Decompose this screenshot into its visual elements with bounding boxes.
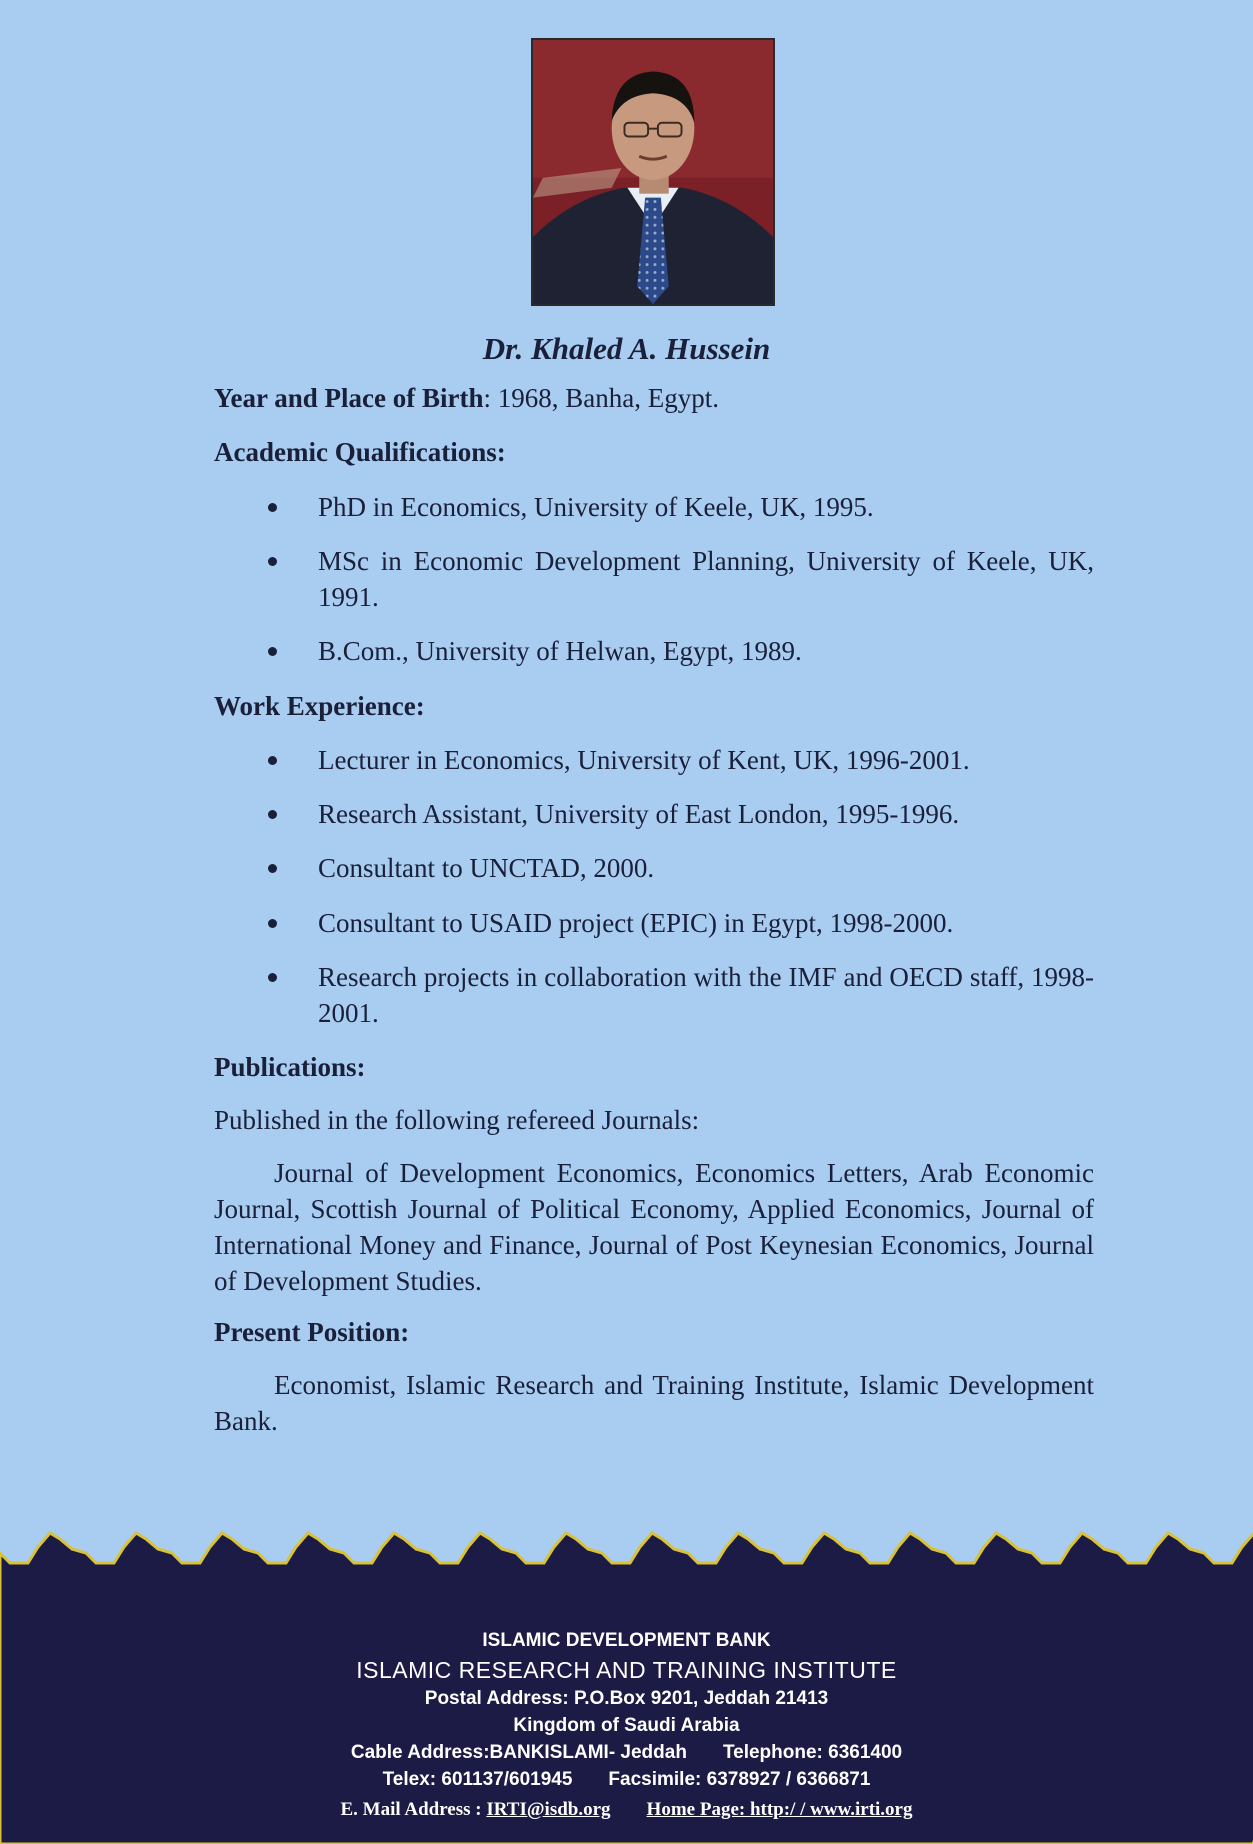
author-photo xyxy=(531,38,775,306)
footer-contact xyxy=(0,1627,1253,1825)
academic-item: B.Com., University of Helwan, Egypt, 1989. xyxy=(214,633,1094,669)
work-list-5 xyxy=(214,959,1094,1031)
footer-band xyxy=(0,1525,1253,1844)
work-list-4 xyxy=(214,905,1094,941)
footer-telex: Telex: 601137/601945 xyxy=(382,1769,573,1790)
academic-item: MSc in Economic Development Planning, University of Keele, UK, 1991. xyxy=(214,543,1094,615)
work-list-2 xyxy=(214,796,1094,832)
publications-heading: Publications: xyxy=(214,1052,366,1082)
birth-label: Year and Place of Birth xyxy=(214,383,484,413)
footer-bank: ISLAMIC DEVELOPMENT BANK xyxy=(482,1630,771,1651)
work-item: Consultant to USAID project (EPIC) in Egypt, 1998-2000. xyxy=(214,905,1094,941)
footer-telephone: Telephone: 6361400 xyxy=(722,1742,903,1763)
publications-section xyxy=(214,1049,1094,1085)
footer-postal: Postal Address: P.O.Box 9201, Jeddah 21413 xyxy=(424,1688,829,1709)
work-list-3 xyxy=(214,850,1094,886)
work-heading: Work Experience: xyxy=(214,691,425,721)
publications-journals-block xyxy=(214,1155,1094,1299)
birth-line xyxy=(214,380,1094,416)
work-item: Consultant to UNCTAD, 2000. xyxy=(214,850,1094,886)
academic-section xyxy=(214,434,1094,470)
work-item: Lecturer in Economics, University of Kent, UK, 1996-2001. xyxy=(214,742,1094,778)
publications-journals: Journal of Development Economics, Economics Letters, Arab Economic Journal, Scottish Journal of Political Economy, Applied Economics, Journal of International Money and Finance, Journal of Post Keynesian Economics, Journal of Development Studies. xyxy=(214,1158,1094,1296)
footer-country: Kingdom of Saudi Arabia xyxy=(513,1715,740,1736)
position-block xyxy=(214,1367,1094,1439)
publications-intro-block xyxy=(214,1102,1094,1138)
footer-email-label: E. Mail Address : xyxy=(340,1799,487,1820)
academic-list-2 xyxy=(214,543,1094,615)
academic-item: PhD in Economics, University of Keele, UK, 1995. xyxy=(214,489,1094,525)
position-heading: Present Position: xyxy=(214,1317,410,1347)
academic-list-3 xyxy=(214,633,1094,669)
publications-intro: Published in the following refereed Journals: xyxy=(214,1105,700,1135)
academic-heading: Academic Qualifications: xyxy=(214,437,506,467)
birth-value: : 1968, Banha, Egypt. xyxy=(483,383,719,413)
footer-cable: Cable Address:BANKISLAMI- Jeddah xyxy=(350,1742,687,1763)
position-section xyxy=(214,1314,1094,1350)
position-text: Economist, Islamic Research and Training Institute, Islamic Development Bank. xyxy=(214,1370,1094,1436)
work-item: Research Assistant, University of East London, 1995-1996. xyxy=(214,796,1094,832)
academic-list xyxy=(214,489,1094,525)
author-name: Dr. Khaled A. Hussein xyxy=(482,331,771,366)
footer-facsimile: Facsimile: 6378927 / 6366871 xyxy=(608,1769,871,1790)
work-section xyxy=(214,688,1094,724)
footer-institute: ISLAMIC RESEARCH AND TRAINING INSTITUTE xyxy=(356,1657,897,1683)
footer-email-link[interactable]: IRTI@isdb.org xyxy=(486,1799,611,1820)
footer-homepage-link[interactable]: Home Page: http:/ / www.irti.org xyxy=(646,1799,913,1820)
work-list-1 xyxy=(214,742,1094,778)
work-item: Research projects in collaboration with the IMF and OECD staff, 1998-2001. xyxy=(214,959,1094,1031)
